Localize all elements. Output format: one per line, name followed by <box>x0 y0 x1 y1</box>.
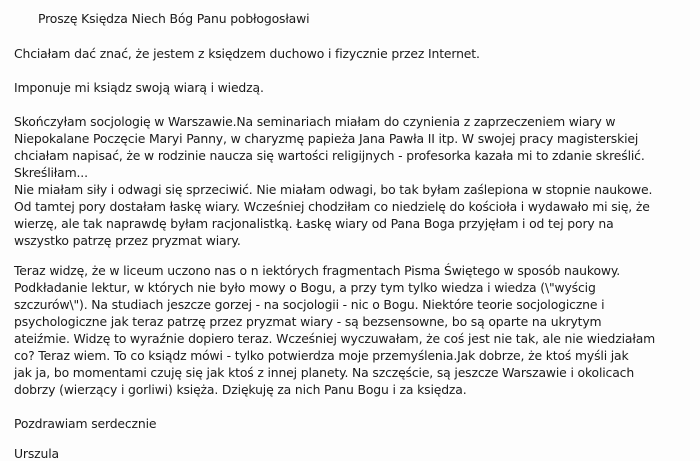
paragraph-line: Podkładanie lektur, w których nie było mowy o Bogu, a przy tym tylko wiedza i wiedza (\"wyścig <box>14 280 596 295</box>
paragraph-line: dobrzy (wierzący i gorliwi) księża. Dziękuję za nich Panu Bogu i za księdza. <box>14 382 467 397</box>
paragraph-line: co? Teraz wiem. To co ksiądz mówi - tylko potwierdza moje przemyślenia.Jak dobrze, że ktoś myśli jak <box>14 348 629 363</box>
paragraph-line: jak ja, bo momentami czuję się jak ktoś z innej planety. Na szczęście, są jeszcze Warszawie i okolicach <box>14 365 635 380</box>
paragraph-line: wierzę, ale tak naprawdę byłam racjonalistką. Łaskę wiary od Pana Boga przyjęłam i od tej pory na <box>14 216 614 231</box>
paragraph-line: Od tamtej pory dostałam łaskę wiary. Wcześniej chodziłam co niedzielę do kościoła i wydawało mi się, że <box>14 199 650 214</box>
paragraph-line: chciałam napisać, że w rodzinie naucza się wartości religijnych - profesorka kazała mi to zdanie skreślić. <box>14 148 645 163</box>
paragraph-line: Imponuje mi ksiądz swoją wiarą i wiedzą. <box>14 80 264 95</box>
paragraph-line: ateiźmie. Widzę to wyraźnie dopiero teraz. Wcześniej wyczuwałam, że coś jest nie tak, ale nie wiedziałam <box>14 331 656 346</box>
paragraph-line: Chciałam dać znać, że jestem z księdzem duchowo i fizycznie przez Internet. <box>14 46 480 61</box>
paragraph-line: szczurów\"). Na studiach jeszcze gorzej - na socjologii - nic o Bogu. Niektóre teorie socjologiczne i <box>14 297 605 312</box>
letter-closing: Pozdrawiam serdecznie <box>14 416 157 431</box>
paragraph-line: wszystko patrzę przez pryzmat wiary. <box>14 233 241 248</box>
paragraph-line: psychologiczne jak teraz patrzę przez pryzmat wiary - są bezsensowne, bo są oparte na ukrytym <box>14 314 602 329</box>
paragraph-line: Niepokalane Poczęcie Maryi Panny, w charyzmę papieża Jana Pawła II itp. W swojej pracy magisterskiej <box>14 131 639 146</box>
letter-greeting: Proszę Księdza Niech Bóg Panu pobłogosławi <box>38 11 310 26</box>
paragraph-line: Skończyłam socjologię w Warszawie.Na seminariach miałam do czynienia z zaprzeczeniem wiary w <box>14 114 616 129</box>
paragraph-line: Skreśliłam... <box>14 165 88 180</box>
paragraph-line: Nie miałam siły i odwagi się sprzeciwić. Nie miałam odwagi, bo tak byłam zaślepiona w stopnie naukowe. <box>14 182 653 197</box>
letter-signature: Urszula <box>14 446 59 461</box>
paragraph-line: Teraz widzę, że w liceum uczono nas o n iektórych fragmentach Pisma Świętego w sposób naukowy. <box>14 263 621 278</box>
